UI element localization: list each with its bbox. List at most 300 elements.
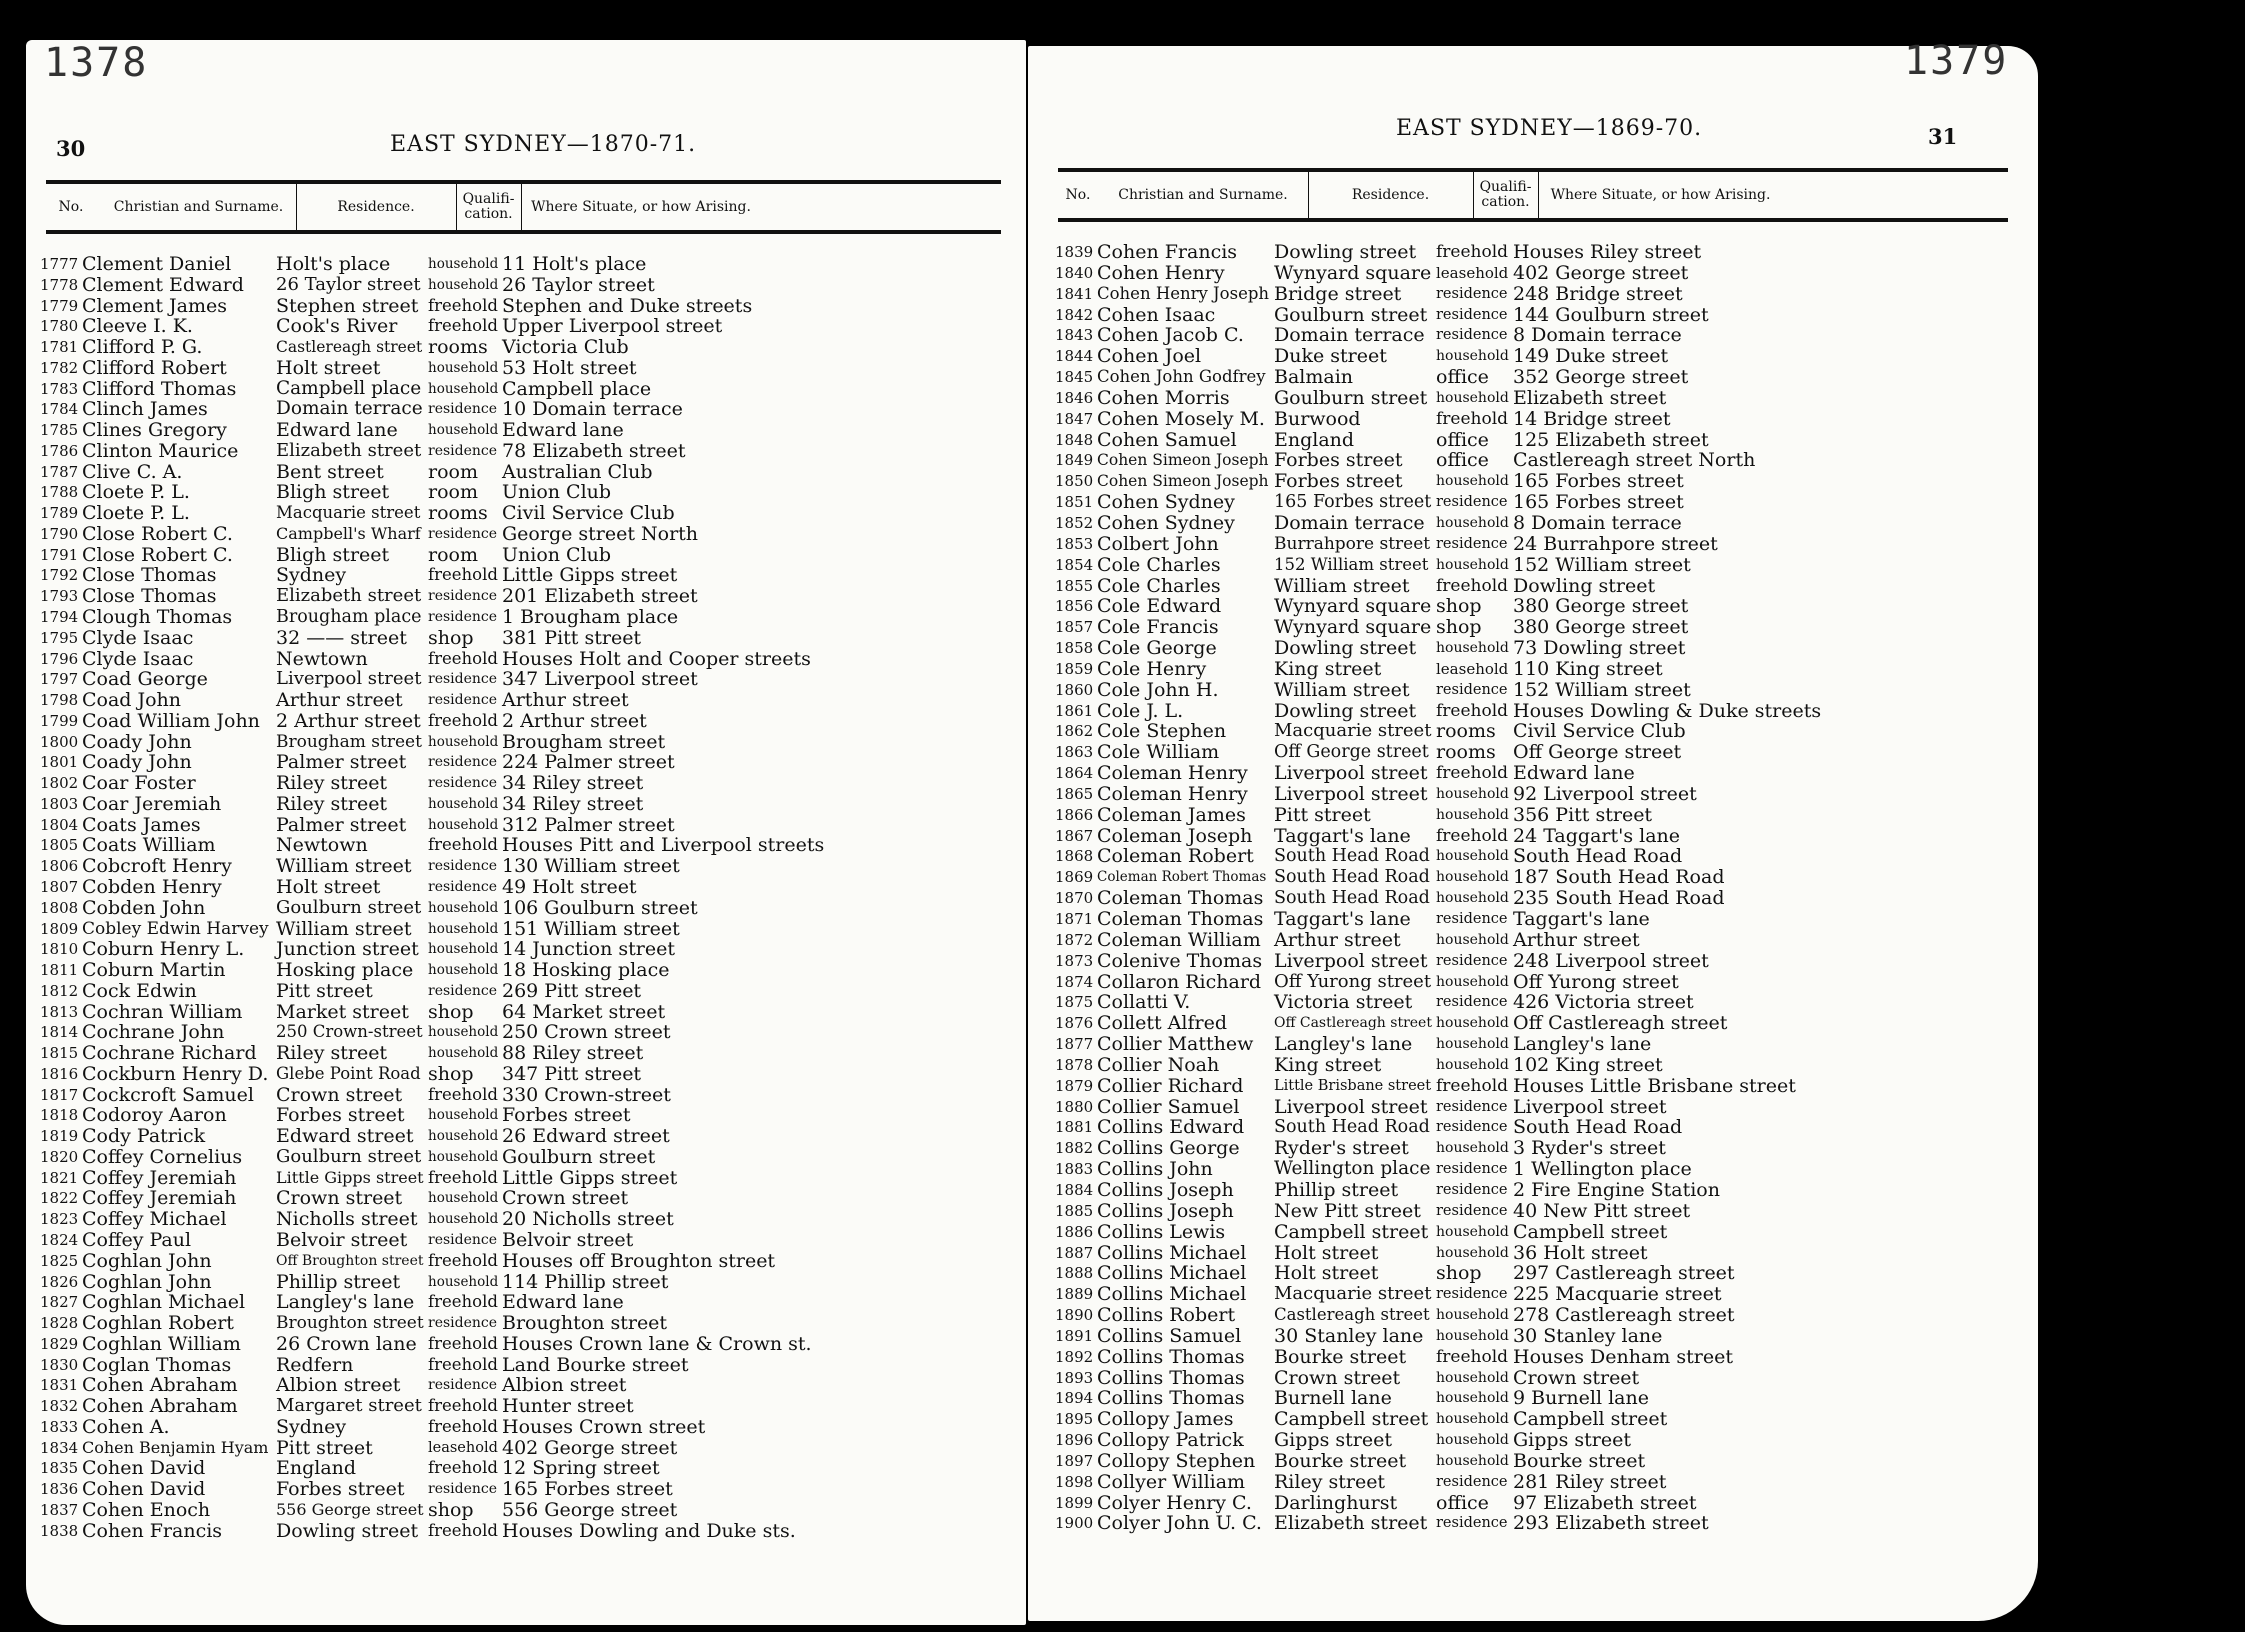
voter-residence: Elizabeth street (276, 585, 422, 607)
voter-number: 1786 (40, 441, 79, 460)
voter-name: Cohen A. (82, 1415, 170, 1438)
voter-qualification: household (1436, 514, 1509, 531)
voter-name: Collier Matthew (1097, 1033, 1254, 1056)
property-location: Dowling street (1513, 574, 1656, 597)
voter-name: Cody Patrick (82, 1125, 206, 1148)
voter-number: 1778 (40, 275, 79, 294)
voter-qualification: household (428, 1128, 499, 1145)
table-row (40, 1064, 1025, 1085)
property-location: 8 Domain terrace (1513, 324, 1682, 347)
voter-residence: Newtown (276, 647, 368, 670)
voter-residence: Macquarie street (1274, 720, 1432, 742)
voter-residence: Redfern (276, 1353, 354, 1376)
voter-residence: Liverpool street (1274, 782, 1428, 805)
property-location: Houses Little Brisbane street (1513, 1074, 1796, 1097)
right-page (1028, 38, 2038, 1621)
voter-name: Cloete P. L. (82, 502, 190, 525)
header-residence: Residence. (337, 198, 415, 215)
voter-number: 1828 (40, 1314, 79, 1333)
voter-name: Clyde Isaac (82, 647, 194, 670)
voter-residence: Edward street (276, 1125, 414, 1148)
voter-name: Collier Richard (1097, 1074, 1244, 1097)
table-row (1053, 638, 2038, 659)
voter-residence: 556 George street (276, 1499, 424, 1519)
voter-qualification: freehold (428, 835, 498, 855)
voter-qualification: residence (428, 982, 498, 999)
voter-name: Clough Thomas (82, 606, 233, 629)
voter-number: 1878 (1055, 1055, 1094, 1074)
property-location: Union Club (502, 543, 612, 566)
table-row (40, 316, 1025, 337)
voter-number: 1891 (1055, 1326, 1094, 1345)
property-location: George street North (502, 522, 699, 545)
property-location: Castlereagh street North (1513, 449, 1756, 472)
voter-qualification: freehold (1436, 825, 1509, 846)
voter-residence: Crown street (276, 1083, 403, 1106)
voter-residence: Liverpool street (1274, 949, 1428, 972)
table-row (1053, 409, 2038, 430)
voter-name: Collins Michael (1097, 1283, 1247, 1306)
voter-residence: Phillip street (276, 1270, 401, 1293)
table-row (1053, 1055, 2038, 1076)
voter-residence: William street (276, 855, 412, 878)
voter-residence: Phillip street (1274, 1178, 1399, 1201)
voter-number: 1811 (40, 961, 79, 980)
voter-number: 1818 (40, 1106, 79, 1125)
voter-name: Clifford Thomas (82, 377, 237, 400)
voter-name: Coats William (82, 834, 216, 857)
voter-name: Cohen Henry Joseph (1097, 283, 1270, 303)
table-row (1053, 805, 2038, 826)
table-row (40, 441, 1025, 462)
voter-name: Close Robert C. (82, 543, 233, 566)
voter-residence: Pitt street (276, 979, 373, 1002)
voter-residence: Riley street (276, 1042, 388, 1065)
voter-number: 1808 (40, 898, 79, 917)
voter-name: Coad George (82, 668, 208, 691)
voter-residence: Goulburn street (276, 1145, 422, 1167)
property-location: 225 Macquarie street (1513, 1283, 1722, 1306)
voter-name: Coleman Robert (1097, 845, 1254, 868)
table-row (1053, 534, 2038, 555)
voter-residence: South Head Road (1274, 846, 1430, 867)
voter-qualification: residence (1436, 1473, 1508, 1490)
voter-residence: Belvoir street (276, 1228, 408, 1251)
voter-number: 1809 (40, 919, 79, 938)
voter-number: 1832 (40, 1397, 79, 1416)
property-location: Taggart's lane (1513, 908, 1650, 930)
voter-name: Coleman Henry (1097, 782, 1248, 805)
voter-residence: Bourke street (1274, 1449, 1407, 1472)
table-row (40, 877, 1025, 898)
voter-name: Coffey Michael (82, 1208, 227, 1231)
voter-qualification: rooms (428, 336, 488, 359)
voter-qualification: household (1436, 1327, 1509, 1344)
table-row (1053, 742, 2038, 763)
voter-qualification: residence (428, 858, 498, 875)
voter-qualification: household (1436, 1223, 1509, 1240)
voter-number: 1893 (1055, 1368, 1094, 1387)
property-location: Langley's lane (1513, 1033, 1652, 1056)
voter-residence: 30 Stanley lane (1274, 1324, 1424, 1347)
voter-name: Coleman Thomas (1097, 887, 1264, 910)
voter-number: 1859 (1055, 659, 1094, 678)
property-location: Belvoir street (502, 1228, 634, 1251)
voter-name: Cohen Mosely M. (1097, 407, 1265, 430)
voter-number: 1847 (1055, 409, 1094, 428)
property-location: Arthur street (1513, 928, 1640, 951)
property-location: Liverpool street (1513, 1095, 1667, 1118)
voter-qualification: office (1436, 1491, 1489, 1514)
voter-residence: 32 —— street (276, 626, 407, 649)
property-location: 352 George street (1513, 366, 1689, 389)
property-location: 312 Palmer street (502, 813, 675, 836)
voter-name: Collopy Stephen (1097, 1449, 1256, 1472)
property-location: Arthur street (502, 689, 629, 712)
voter-residence: South Head Road (1274, 888, 1430, 909)
table-row (40, 275, 1025, 296)
voter-name: Cole Edward (1097, 595, 1222, 618)
voter-qualification: freehold (428, 1416, 498, 1436)
property-location: Civil Service Club (502, 502, 675, 525)
voter-name: Cohen Sydney (1097, 491, 1235, 514)
table-row (1053, 826, 2038, 847)
voter-name: Cohen Samuel (1097, 428, 1237, 451)
table-row (1053, 888, 2038, 909)
voter-number: 1873 (1055, 951, 1094, 970)
voter-qualification: freehold (428, 316, 498, 336)
voter-qualification: residence (428, 442, 498, 459)
voter-number: 1867 (1055, 826, 1094, 845)
voter-number: 1823 (40, 1210, 79, 1229)
property-location: 165 Forbes street (1513, 470, 1684, 493)
voter-number: 1779 (40, 296, 79, 315)
voter-qualification: residence (428, 1315, 498, 1332)
voter-name: Collins Robert (1097, 1304, 1236, 1327)
voter-name: Cole Henry (1097, 657, 1207, 680)
voter-residence: Bligh street (276, 481, 390, 504)
voter-residence: Off Castlereagh street (1274, 1015, 1432, 1032)
voter-number: 1797 (40, 670, 79, 689)
property-location: 78 Elizabeth street (502, 439, 686, 462)
property-location: 49 Holt street (502, 875, 637, 898)
table-row (1053, 1513, 2038, 1534)
voter-qualification: freehold (428, 1458, 498, 1478)
voter-residence: England (276, 1457, 357, 1480)
voter-number: 1788 (40, 483, 79, 502)
voter-qualification: residence (428, 671, 498, 688)
voter-number: 1884 (1055, 1180, 1094, 1199)
table-row (1053, 1201, 2038, 1222)
property-location: Upper Liverpool street (502, 315, 723, 338)
property-location: 402 George street (1513, 261, 1689, 284)
voter-number: 1879 (1055, 1076, 1094, 1095)
voter-qualification: freehold (1436, 763, 1509, 784)
voter-residence: Margaret street (276, 1395, 422, 1417)
voter-residence: 250 Crown-street (276, 1022, 423, 1042)
table-row (40, 960, 1025, 981)
voter-residence: Ryder's street (1274, 1137, 1409, 1160)
voter-name: Cobden John (82, 896, 206, 919)
property-location: Houses Denham street (1513, 1345, 1733, 1368)
voter-qualification: household (428, 1273, 499, 1290)
property-location: 11 Holt's place (502, 253, 647, 275)
voter-number: 1812 (40, 981, 79, 1000)
voter-name: Cobcroft Henry (82, 855, 232, 878)
property-location: Union Club (502, 481, 612, 504)
property-location: 102 King street (1513, 1053, 1663, 1076)
table-row (40, 1085, 1025, 1106)
property-location: 380 George street (1513, 595, 1689, 618)
voter-number: 1890 (1055, 1306, 1094, 1325)
voter-qualification: residence (1436, 535, 1508, 552)
voter-qualification: freehold (428, 1333, 498, 1353)
table-row (1053, 513, 2038, 534)
voter-name: Cock Edwin (82, 979, 197, 1002)
voter-qualification: residence (428, 878, 498, 895)
property-location: 24 Burrahpore street (1513, 532, 1718, 555)
voter-number: 1898 (1055, 1472, 1094, 1491)
property-location: 92 Liverpool street (1513, 782, 1697, 805)
voter-number: 1840 (1055, 263, 1094, 282)
voter-qualification: residence (428, 1377, 498, 1394)
voter-residence: Darlinghurst (1274, 1491, 1398, 1514)
property-location: 1 Brougham place (502, 606, 679, 629)
voter-qualification: household (1436, 806, 1509, 823)
property-location: Houses Riley street (1513, 241, 1702, 263)
table-row (1053, 784, 2038, 805)
voter-name: Close Robert C. (82, 522, 233, 545)
table-row (1053, 430, 2038, 451)
table-row (1053, 930, 2038, 951)
voter-name: Coffey Paul (82, 1228, 192, 1251)
voter-name: Clyde Isaac (82, 626, 194, 649)
voter-residence: Broughton street (276, 1313, 424, 1334)
property-location: 269 Pitt street (502, 979, 642, 1002)
voter-qualification: residence (428, 609, 498, 626)
voter-qualification: household (428, 359, 499, 376)
voter-name: Collins Thomas (1097, 1345, 1245, 1368)
table-row (1053, 1222, 2038, 1243)
voter-number: 1842 (1055, 305, 1094, 324)
table-row (40, 358, 1025, 379)
voter-qualification: residence (428, 401, 498, 418)
voter-name: Collier Noah (1097, 1053, 1220, 1076)
voter-residence: New Pitt street (1274, 1199, 1421, 1222)
voter-qualification: leasehold (1436, 263, 1509, 282)
voter-number: 1861 (1055, 701, 1094, 720)
voter-name: Cohen Morris (1097, 386, 1230, 409)
voter-qualification: shop (1436, 1262, 1482, 1285)
table-row (40, 1251, 1025, 1272)
voter-number: 1856 (1055, 597, 1094, 616)
voter-qualification: household (428, 1107, 499, 1124)
voter-name: Coghlan William (82, 1332, 241, 1355)
voter-name: Coffey Jeremiah (82, 1187, 237, 1210)
voter-qualification: freehold (428, 648, 498, 668)
table-row (40, 254, 1025, 275)
property-location: 151 William street (502, 917, 680, 940)
voter-qualification: residence (428, 692, 498, 709)
voter-qualification: rooms (428, 502, 488, 525)
voter-name: Cohen Henry (1097, 261, 1225, 284)
voter-name: Cohen Francis (1097, 241, 1238, 263)
table-row (40, 1438, 1025, 1459)
property-location: 402 George street (502, 1436, 678, 1459)
page-number: 30 (56, 136, 86, 161)
table-row (40, 503, 1025, 524)
voter-number: 1805 (40, 836, 79, 855)
voter-qualification: shop (428, 626, 474, 649)
voter-number: 1837 (40, 1500, 79, 1519)
voter-qualification: residence (428, 525, 498, 542)
voter-qualification: shop (1436, 616, 1482, 639)
voter-qualification: residence (1436, 1202, 1508, 1219)
voter-residence: Pitt street (1274, 803, 1371, 826)
voter-residence: Brougham street (276, 731, 422, 752)
voter-qualification: residence (1436, 911, 1508, 927)
table-row (1053, 450, 2038, 471)
voter-name: Cohen John Godfrey (1097, 367, 1266, 387)
voter-residence: Wynyard square (1274, 261, 1432, 284)
voter-number: 1794 (40, 608, 79, 627)
voter-qualification: office (1436, 428, 1489, 451)
voter-qualification: freehold (428, 295, 498, 315)
voter-qualification: household (1436, 1452, 1509, 1469)
property-location: 26 Taylor street (502, 273, 655, 296)
property-location: 2 Arthur street (502, 709, 647, 732)
table-row (1053, 1284, 2038, 1305)
voter-qualification: residence (1436, 1515, 1508, 1532)
voter-number: 1781 (40, 338, 79, 357)
voter-name: Collopy Patrick (1097, 1429, 1244, 1452)
voter-number: 1871 (1055, 910, 1094, 928)
table-row (40, 1458, 1025, 1479)
voter-residence: Nicholls street (276, 1208, 418, 1231)
voter-residence: Balmain (1274, 366, 1354, 389)
voter-name: Collins John (1097, 1158, 1213, 1181)
table-row (40, 752, 1025, 773)
voter-residence: William street (1274, 574, 1410, 597)
table-row (40, 1521, 1025, 1542)
voter-qualification: household (1436, 890, 1509, 907)
voter-name: Close Thomas (82, 564, 217, 587)
voter-qualification: residence (428, 754, 498, 771)
table-row (1053, 1409, 2038, 1430)
voter-number: 1783 (40, 379, 79, 398)
table-row (40, 1334, 1025, 1355)
property-location: 9 Burnell lane (1513, 1387, 1649, 1410)
voter-residence: Pitt street (276, 1436, 373, 1459)
voter-residence: Junction street (276, 938, 419, 961)
property-location: South Head Road (1513, 1116, 1683, 1139)
voter-number: 1875 (1055, 993, 1094, 1012)
voter-residence: Victoria street (1274, 991, 1413, 1014)
property-location: 248 Liverpool street (1513, 949, 1709, 972)
voter-number: 1800 (40, 732, 79, 751)
voter-name: Cole Stephen (1097, 720, 1227, 743)
voter-number: 1827 (40, 1293, 79, 1312)
voter-name: Cohen Jacob C. (1097, 324, 1244, 347)
voter-residence: Campbell street (1274, 1408, 1429, 1431)
voter-residence: Langley's lane (1274, 1033, 1413, 1056)
voter-qualification: residence (428, 1231, 498, 1248)
voter-name: Coghlan Robert (82, 1312, 234, 1335)
table-row (40, 649, 1025, 670)
table-row (1053, 763, 2038, 784)
voter-number: 1854 (1055, 555, 1094, 574)
voter-number: 1782 (40, 358, 79, 377)
table-row (40, 1375, 1025, 1396)
voter-name: Clive C. A. (82, 460, 183, 483)
voter-residence: Market street (276, 1000, 409, 1023)
property-location: Elizabeth street (1513, 386, 1667, 409)
voter-qualification: household (1436, 473, 1509, 490)
voter-qualification: household (428, 941, 499, 958)
property-location: Gipps street (1513, 1429, 1631, 1452)
voter-residence: Domain terrace (276, 398, 423, 420)
property-location: 235 South Head Road (1513, 887, 1725, 910)
table-row (1053, 617, 2038, 638)
voter-qualification: freehold (428, 565, 498, 585)
table-row (1053, 1493, 2038, 1514)
voter-qualification: household (1436, 1056, 1509, 1073)
voter-residence: Duke street (1274, 345, 1387, 368)
voter-residence: Holt street (1274, 1262, 1379, 1285)
voter-qualification: residence (1436, 1286, 1508, 1303)
table-row (1053, 555, 2038, 576)
voter-qualification: residence (1436, 306, 1508, 323)
table-row (40, 1168, 1025, 1189)
voter-residence: Little Brisbane street (1274, 1077, 1432, 1094)
page-number: 31 (1928, 124, 1958, 149)
property-location: 165 Forbes street (502, 1478, 673, 1501)
voter-name: Cockcroft Samuel (82, 1083, 254, 1106)
voter-name: Clinch James (82, 398, 208, 421)
voter-residence: Dowling street (1274, 699, 1417, 722)
voter-number: 1876 (1055, 1014, 1094, 1033)
property-location: 10 Domain terrace (502, 398, 683, 421)
voter-residence: Castlereagh street (276, 338, 423, 357)
voter-number: 1860 (1055, 680, 1094, 699)
voter-qualification: household (1436, 931, 1509, 948)
voter-qualification: office (1436, 449, 1489, 472)
property-location: Goulburn street (502, 1145, 656, 1168)
header-name: Christian and Surname. (113, 198, 284, 215)
voter-qualification: household (428, 256, 499, 272)
voter-residence: Bent street (276, 460, 384, 483)
property-location: 34 Riley street (502, 792, 644, 815)
table-row (1053, 909, 2038, 930)
voter-number: 1870 (1055, 889, 1094, 908)
property-location: 8 Domain terrace (1513, 511, 1682, 534)
voter-residence: William street (276, 917, 412, 940)
voter-number: 1785 (40, 421, 79, 440)
voter-name: Collier Samuel (1097, 1095, 1240, 1118)
voter-number: 1881 (1055, 1118, 1094, 1137)
table-row (40, 462, 1025, 483)
table-row (40, 773, 1025, 794)
property-location: Campbell place (502, 377, 652, 400)
voter-name: Coleman Robert Thomas (1097, 869, 1267, 886)
voter-number: 1899 (1055, 1493, 1094, 1512)
voter-number: 1863 (1055, 743, 1094, 762)
table-row (40, 815, 1025, 836)
voter-residence: King street (1274, 1053, 1382, 1076)
voter-residence: Albion street (276, 1374, 401, 1397)
property-location: 149 Duke street (1513, 345, 1669, 368)
table-row (1053, 1243, 2038, 1264)
